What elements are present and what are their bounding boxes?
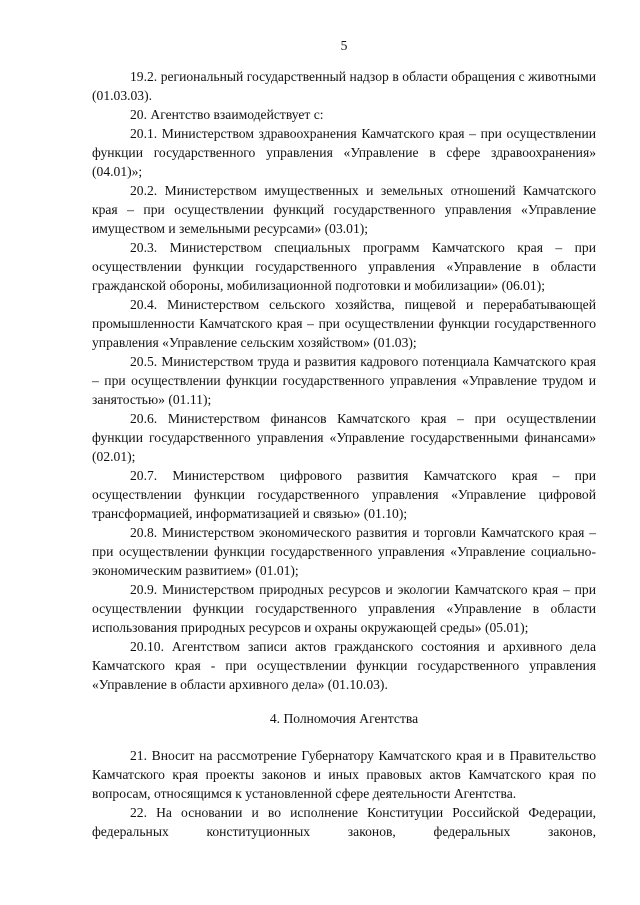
paragraph-20-9: 20.9. Министерством природных ресурсов и экологии Камчатского края – при осуществлении функции государственного управления «Управление в области использования природных ресурсов и охраны окружающей среды» (05.01); <box>92 582 596 635</box>
paragraph-20-6: 20.6. Министерством финансов Камчатского края – при осуществлении функции государственного управления «Управление государственными финансами» (02.01); <box>92 411 596 464</box>
paragraph-20-10: 20.10. Агентством записи актов гражданского состояния и архивного дела Камчатского края - при осуществлении функции государственного управления «Управление в области архивного дела» (01.10.03). <box>92 639 596 692</box>
paragraph-20-3: 20.3. Министерством специальных программ Камчатского края – при осуществлении функции государственного управления «Управление в области гражданской обороны, мобилизационной подготовки и мобилизации» (06.01); <box>92 240 596 293</box>
paragraph-20-7: 20.7. Министерством цифрового развития Камчатского края – при осуществлении функции государственного управления «Управление цифровой трансформацией, информатизацией и связью» (01.10); <box>92 468 596 521</box>
paragraph-20: 20. Агентство взаимодействует с: <box>130 107 324 122</box>
paragraph-20-4: 20.4. Министерством сельского хозяйства, пищевой и перерабатывающей промышленности Камчатского края – при осуществлении функции государственного управления «Управление сельским хозяйством» (01.03); <box>92 297 596 350</box>
paragraph-20-5: 20.5. Министерством труда и развития кадрового потенциала Камчатского края – при осуществлении функции государственного управления «Управление трудом и занятостью» (01.11); <box>92 354 596 407</box>
paragraph-20-1: 20.1. Министерством здравоохранения Камчатского края – при осуществлении функции государственного управления «Управление в сфере здравоохранения» (04.01)»; <box>92 126 596 179</box>
paragraph-22: 22. На основании и во исполнение Конституции Российской Федерации, федеральных конституционных законов, федеральных законов, <box>92 805 596 839</box>
paragraph-21: 21. Вносит на рассмотрение Губернатору Камчатского края и в Правительство Камчатского края проекты законов и иных правовых актов Камчатского края по вопросам, относящимся к установленной сфере деятельности Агентства. <box>92 748 596 801</box>
paragraph-20-2: 20.2. Министерством имущественных и земельных отношений Камчатского края – при осуществлении функций государственного управления «Управление имуществом и земельными ресурсами» (03.01); <box>92 183 596 236</box>
paragraph-20-8: 20.8. Министерством экономического развития и торговли Камчатского края – при осуществлении функции государственного управления «Управление социально-экономическим развитием» (01.01); <box>92 525 596 578</box>
paragraph-19-2: 19.2. региональный государственный надзор в области обращения с животными (01.03.03). <box>92 69 596 103</box>
section-title: 4. Полномочия Агентства <box>269 711 419 726</box>
page-number: 5 <box>340 38 348 53</box>
document-page <box>92 36 596 841</box>
